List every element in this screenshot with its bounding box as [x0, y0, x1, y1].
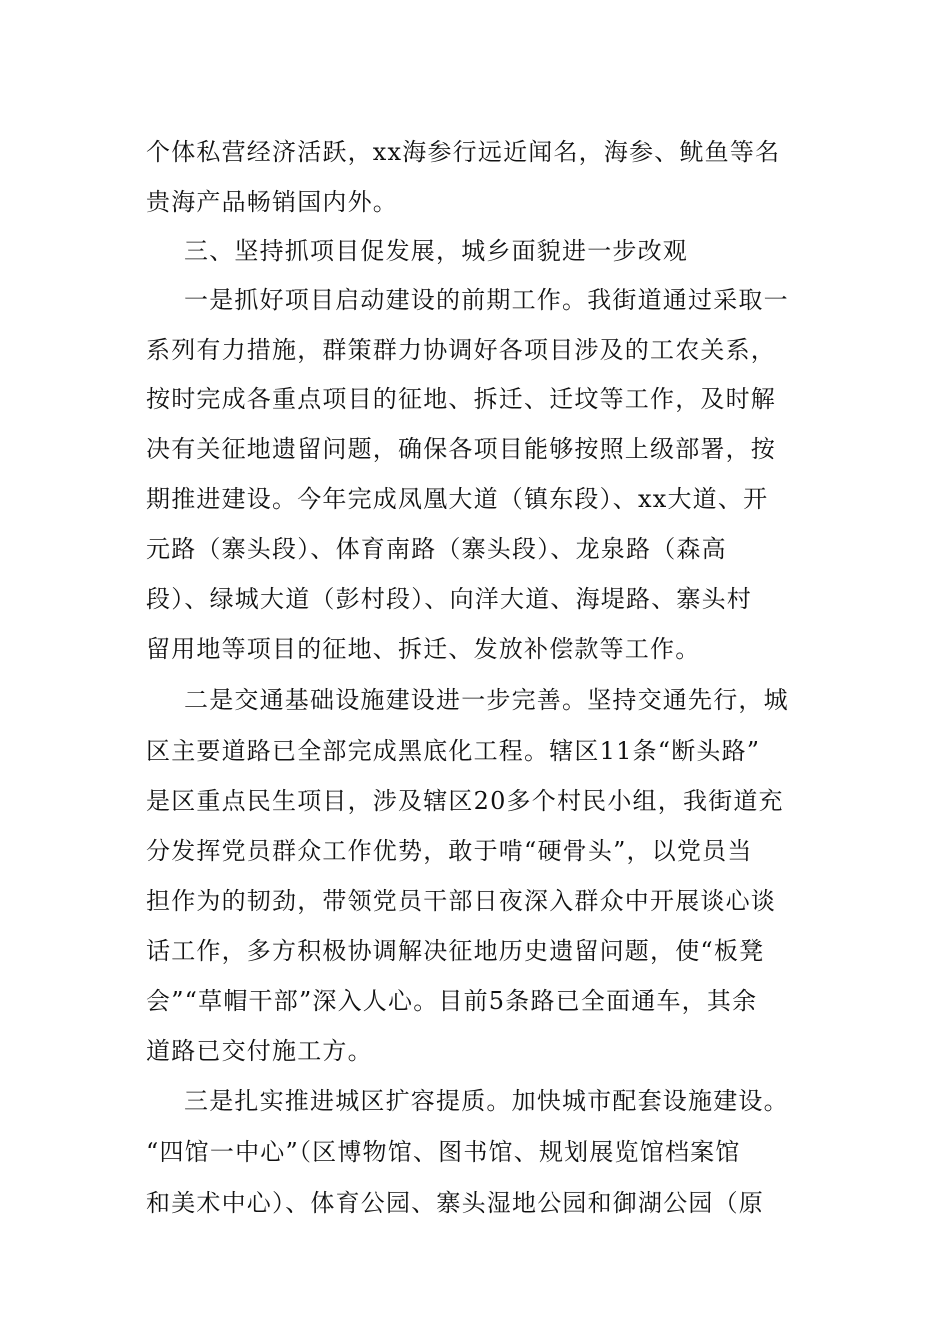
text-line: 会”“草帽干部”深入人心。目前5条路已全面通车，其余 [146, 987, 758, 1015]
text-line: 分发挥党员群众工作优势，敢于啃“硬骨头”，以党员当 [146, 837, 753, 865]
text-line: 期推进建设。今年完成凤凰大道（镇东段）、xx大道、开 [146, 485, 769, 513]
text-line: 元路（寨头段）、体育南路（寨头段）、龙泉路（森高 [146, 535, 727, 563]
paragraph-first-line: 三是扎实推进城区扩容提质。加快城市配套设施建设。 [184, 1087, 789, 1115]
text-line: “四馆一中心”（区博物馆、图书馆、规划展览馆档案馆 [146, 1138, 741, 1166]
text-line: 道路已交付施工方。 [146, 1037, 373, 1065]
text-line: 担作为的韧劲，带领党员干部日夜深入群众中开展谈心谈 [146, 887, 776, 915]
text-line: 话工作，多方积极协调解决征地历史遗留问题，使“板凳 [146, 937, 765, 965]
text-line: 系列有力措施，群策群力协调好各项目涉及的工农关系， [146, 336, 776, 364]
text-line: 区主要道路已全部完成黑底化工程。辖区11条“断头路” [146, 737, 761, 765]
text-line: 段）、绿城大道（彭村段）、向洋大道、海堤路、寨头村 [146, 585, 752, 613]
text-line: 决有关征地遗留问题，确保各项目能够按照上级部署，按 [146, 435, 776, 463]
section-heading: 三、坚持抓项目促发展，城乡面貌进一步改观 [184, 237, 688, 265]
paragraph-first-line: 二是交通基础设施建设进一步完善。坚持交通先行，城 [184, 686, 789, 714]
text-line: 贵海产品畅销国内外。 [146, 188, 398, 216]
text-line: 留用地等项目的征地、拆迁、发放补偿款等工作。 [146, 635, 701, 663]
text-line: 个体私营经济活跃，xx海参行远近闻名，海参、鱿鱼等名 [146, 138, 781, 166]
text-line: 是区重点民生项目，涉及辖区20多个村民小组，我街道充 [146, 787, 784, 815]
paragraph-first-line: 一是抓好项目启动建设的前期工作。我街道通过采取一 [184, 286, 789, 314]
text-line: 按时完成各重点项目的征地、拆迁、迁坟等工作，及时解 [146, 385, 776, 413]
text-line: 和美术中心）、体育公园、寨头湿地公园和御湖公园（原 [146, 1189, 764, 1217]
